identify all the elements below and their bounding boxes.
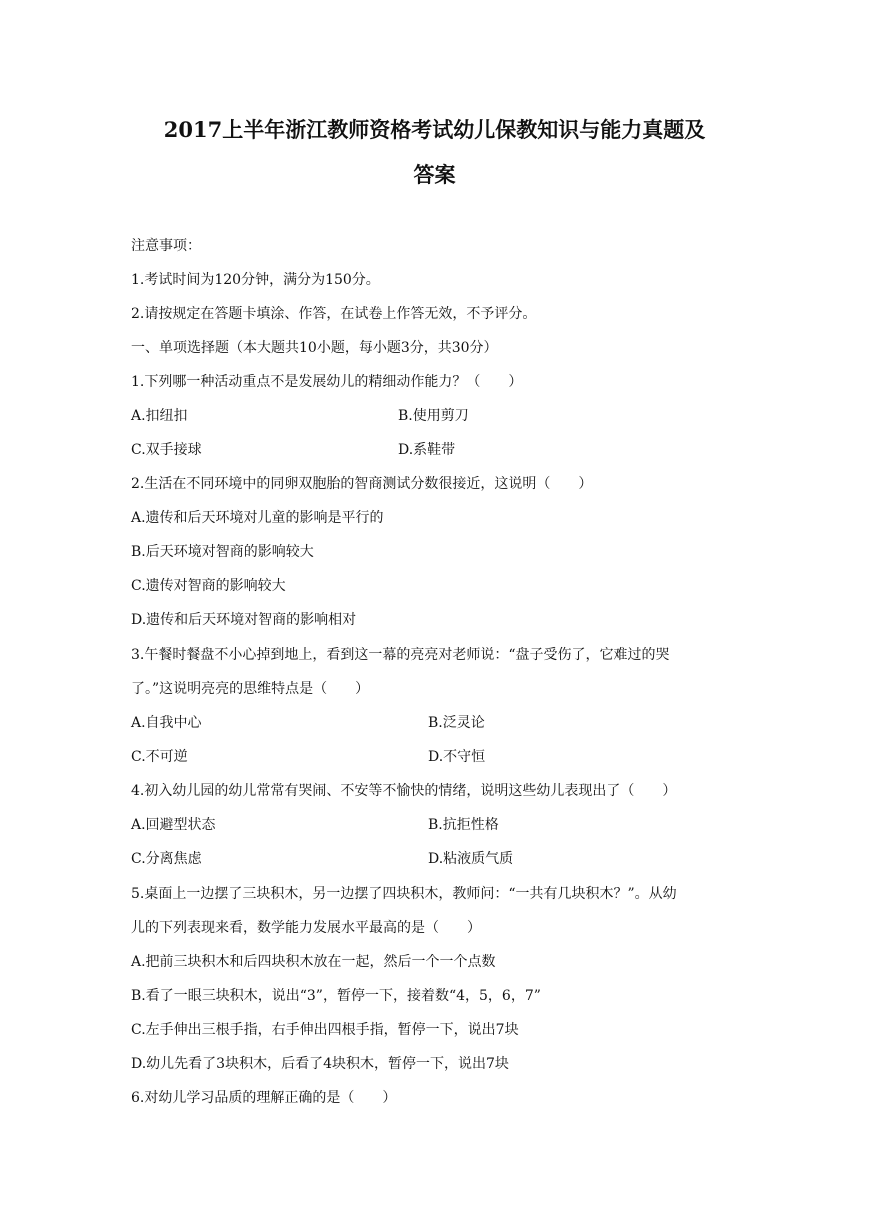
note-item: 1.考试时间为120分钟，满分为150分。 <box>131 272 380 288</box>
question-stem: 3.午餐时餐盘不小心掉到地上，看到这一幕的亮亮对老师说：“盘子受伤了，它难过的哭 <box>131 647 670 663</box>
answer-option: C.遗传对智商的影响较大 <box>131 578 286 594</box>
question-stem-continued: 了。”这说明亮亮的思维特点是（ ） <box>131 681 370 697</box>
question-stem-continued: 儿的下列表现来看，数学能力发展水平最高的是（ ） <box>131 920 481 936</box>
answer-option: D.系鞋带 <box>398 442 456 458</box>
answer-option: A.扣纽扣 <box>131 408 188 424</box>
section-heading: 一、单项选择题（本大题共10小题，每小题3分，共30分） <box>131 340 498 356</box>
answer-option: B.抗拒性格 <box>428 817 499 833</box>
answer-option: C.左手伸出三根手指，右手伸出四根手指，暂停一下，说出7块 <box>131 1022 519 1038</box>
question-stem: 1.下列哪一种活动重点不是发展幼儿的精细动作能力？（ ） <box>131 374 523 390</box>
answer-option: A.回避型状态 <box>131 817 216 833</box>
answer-option: C.分离焦虑 <box>131 851 202 867</box>
document-title-line1: 2017上半年浙江教师资格考试幼儿保教知识与能力真题及 <box>163 117 706 142</box>
answer-option: D.幼儿先看了3块积木，后看了4块积木，暂停一下，说出7块 <box>131 1056 509 1072</box>
note-item: 2.请按规定在答题卡填涂、作答，在试卷上作答无效，不予评分。 <box>131 306 537 322</box>
answer-option: A.把前三块积木和后四块积木放在一起，然后一个一个点数 <box>131 954 496 970</box>
answer-option: B.泛灵论 <box>428 715 485 731</box>
answer-option: B.后天环境对智商的影响较大 <box>131 544 314 560</box>
answer-option: C.双手接球 <box>131 442 202 458</box>
answer-option: D.不守恒 <box>428 749 486 765</box>
answer-option: D.遗传和后天环境对智商的影响相对 <box>131 612 357 628</box>
document-title-line2: 答案 <box>413 162 456 187</box>
answer-option: B.使用剪刀 <box>398 408 469 424</box>
question-stem: 5.桌面上一边摆了三块积木，另一边摆了四块积木，教师问：“一共有几块积木？”。从幼 <box>131 886 677 902</box>
answer-option: D.粘液质气质 <box>428 851 514 867</box>
answer-option: C.不可逆 <box>131 749 188 765</box>
question-stem: 4.初入幼儿园的幼儿常常有哭闹、不安等不愉快的情绪，说明这些幼儿表现出了（ ） <box>131 783 677 799</box>
question-stem: 2.生活在不同环境中的同卵双胞胎的智商测试分数很接近，这说明（ ） <box>131 476 593 492</box>
answer-option: B.看了一眼三块积木，说出“3”，暂停一下，接着数“4，5，6，7” <box>131 988 541 1004</box>
answer-option: A.自我中心 <box>131 715 202 731</box>
question-stem: 6.对幼儿学习品质的理解正确的是（ ） <box>131 1090 397 1106</box>
answer-option: A.遗传和后天环境对儿童的影响是平行的 <box>131 510 384 526</box>
notes-heading: 注意事项： <box>131 238 201 254</box>
